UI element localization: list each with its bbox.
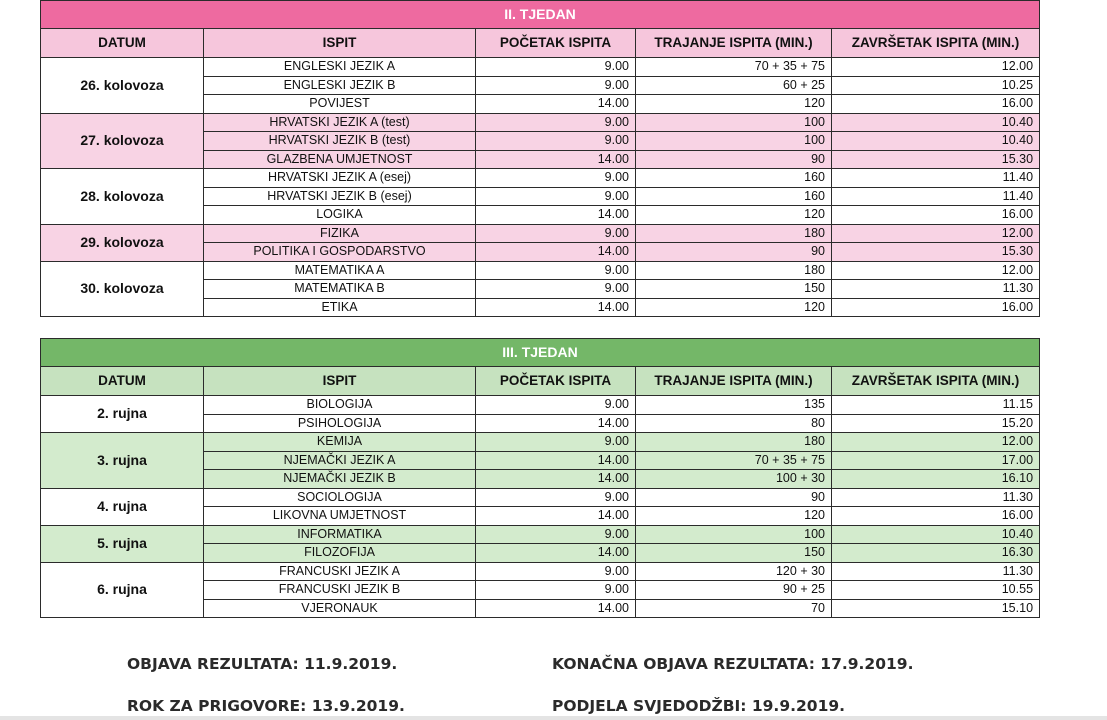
exam-duration: 120 [636,95,832,114]
exam-end: 15.30 [832,243,1040,262]
bottom-scroll-edge [0,716,1107,720]
certificates-distribution: PODJELA SVJEDODŽBI: 19.9.2019. [552,697,846,715]
exam-duration: 70 + 35 + 75 [636,451,832,470]
exam-name: NJEMAČKI JEZIK A [204,451,476,470]
exam-start: 9.00 [476,433,636,452]
table-row [41,525,1040,544]
table-row [41,396,1040,415]
exam-name: GLAZBENA UMJETNOST [204,150,476,169]
exam-name: INFORMATIKA [204,525,476,544]
exam-duration: 100 [636,525,832,544]
exam-date: 2. rujna [41,396,204,433]
exam-name: ENGLESKI JEZIK B [204,76,476,95]
exam-end: 16.00 [832,95,1040,114]
exam-end: 15.10 [832,599,1040,618]
table-row [41,58,1040,77]
exam-duration: 100 + 30 [636,470,832,489]
col-header-end: ZAVRŠETAK ISPITA (MIN.) [832,367,1040,396]
exam-end: 11.30 [832,562,1040,581]
exam-start: 9.00 [476,58,636,77]
exam-end: 16.00 [832,298,1040,317]
exam-date: 6. rujna [41,562,204,618]
exam-start: 14.00 [476,470,636,489]
week-title: II. TJEDAN [41,1,1040,29]
exam-end: 10.25 [832,76,1040,95]
exam-duration: 150 [636,544,832,563]
exam-start: 14.00 [476,150,636,169]
exam-name: HRVATSKI JEZIK A (esej) [204,169,476,188]
exam-duration: 100 [636,132,832,151]
exam-name: ETIKA [204,298,476,317]
exam-end: 17.00 [832,451,1040,470]
exam-end: 12.00 [832,261,1040,280]
exam-duration: 160 [636,169,832,188]
exam-duration: 60 + 25 [636,76,832,95]
exam-name: HRVATSKI JEZIK B (esej) [204,187,476,206]
exam-end: 11.30 [832,280,1040,299]
exam-name: FILOZOFIJA [204,544,476,563]
table-row [41,224,1040,243]
exam-end: 12.00 [832,224,1040,243]
exam-date: 26. kolovoza [41,58,204,114]
week-body [41,396,1040,618]
exam-name: SOCIOLOGIJA [204,488,476,507]
table-row [41,169,1040,188]
exam-name: PSIHOLOGIJA [204,414,476,433]
exam-name: HRVATSKI JEZIK A (test) [204,113,476,132]
exam-name: POVIJEST [204,95,476,114]
exam-name: NJEMAČKI JEZIK B [204,470,476,489]
exam-start: 9.00 [476,76,636,95]
exam-start: 9.00 [476,525,636,544]
exam-duration: 90 [636,150,832,169]
exam-start: 9.00 [476,224,636,243]
exam-start: 14.00 [476,298,636,317]
exam-end: 11.40 [832,187,1040,206]
exam-duration: 100 [636,113,832,132]
exam-start: 14.00 [476,206,636,225]
table-row [41,261,1040,280]
col-header-end: ZAVRŠETAK ISPITA (MIN.) [832,29,1040,58]
exam-start: 9.00 [476,169,636,188]
exam-date: 3. rujna [41,433,204,489]
exam-start: 9.00 [476,488,636,507]
exam-duration: 120 [636,206,832,225]
exam-date: 5. rujna [41,525,204,562]
exam-start: 9.00 [476,132,636,151]
exam-date: 30. kolovoza [41,261,204,317]
exam-date: 29. kolovoza [41,224,204,261]
exam-name: ENGLESKI JEZIK A [204,58,476,77]
exam-duration: 180 [636,433,832,452]
exam-end: 11.15 [832,396,1040,415]
exam-start: 9.00 [476,280,636,299]
col-header-duration: TRAJANJE ISPITA (MIN.) [636,367,832,396]
exam-start: 14.00 [476,599,636,618]
exam-name: FRANCUSKI JEZIK B [204,581,476,600]
exam-end: 11.40 [832,169,1040,188]
exam-duration: 80 [636,414,832,433]
col-header-start: POČETAK ISPITA [476,367,636,396]
table-row [41,113,1040,132]
week-2-table [40,0,1040,317]
exam-name: FRANCUSKI JEZIK A [204,562,476,581]
exam-duration: 70 [636,599,832,618]
exam-duration: 160 [636,187,832,206]
exam-start: 9.00 [476,562,636,581]
exam-name: POLITIKA I GOSPODARSTVO [204,243,476,262]
exam-date: 27. kolovoza [41,113,204,169]
exam-duration: 135 [636,396,832,415]
exam-name: HRVATSKI JEZIK B (test) [204,132,476,151]
exam-start: 9.00 [476,581,636,600]
exam-start: 14.00 [476,414,636,433]
table-row [41,488,1040,507]
exam-date: 4. rujna [41,488,204,525]
exam-duration: 90 + 25 [636,581,832,600]
exam-duration: 180 [636,261,832,280]
table-row [41,433,1040,452]
exam-end: 15.20 [832,414,1040,433]
exam-name: LOGIKA [204,206,476,225]
exam-end: 16.00 [832,206,1040,225]
exam-end: 16.30 [832,544,1040,563]
col-header-date: DATUM [41,367,204,396]
exam-duration: 90 [636,243,832,262]
week-3-table [40,338,1040,618]
exam-end: 15.30 [832,150,1040,169]
exam-date: 28. kolovoza [41,169,204,225]
col-header-exam: ISPIT [204,367,476,396]
exam-end: 12.00 [832,58,1040,77]
week-title: III. TJEDAN [41,339,1040,367]
exam-duration: 120 + 30 [636,562,832,581]
exam-name: MATEMATIKA B [204,280,476,299]
final-results-announcement: KONAČNA OBJAVA REZULTATA: 17.9.2019. [552,655,914,673]
exam-name: KEMIJA [204,433,476,452]
exam-end: 10.40 [832,525,1040,544]
col-header-duration: TRAJANJE ISPITA (MIN.) [636,29,832,58]
exam-duration: 70 + 35 + 75 [636,58,832,77]
exam-name: BIOLOGIJA [204,396,476,415]
exam-end: 10.40 [832,132,1040,151]
exam-start: 14.00 [476,243,636,262]
objections-deadline: ROK ZA PRIGOVORE: 13.9.2019. [127,697,405,715]
exam-end: 12.00 [832,433,1040,452]
exam-end: 10.40 [832,113,1040,132]
exam-start: 9.00 [476,187,636,206]
exam-end: 16.10 [832,470,1040,489]
exam-duration: 120 [636,507,832,526]
exam-name: LIKOVNA UMJETNOST [204,507,476,526]
exam-start: 14.00 [476,95,636,114]
exam-end: 16.00 [832,507,1040,526]
exam-name: FIZIKA [204,224,476,243]
exam-start: 9.00 [476,113,636,132]
exam-duration: 150 [636,280,832,299]
exam-duration: 120 [636,298,832,317]
exam-start: 14.00 [476,544,636,563]
exam-start: 14.00 [476,507,636,526]
exam-start: 9.00 [476,261,636,280]
results-announcement: OBJAVA REZULTATA: 11.9.2019. [127,655,398,673]
exam-end: 10.55 [832,581,1040,600]
exam-name: MATEMATIKA A [204,261,476,280]
week-body [41,58,1040,317]
col-header-exam: ISPIT [204,29,476,58]
exam-duration: 180 [636,224,832,243]
col-header-start: POČETAK ISPITA [476,29,636,58]
exam-end: 11.30 [832,488,1040,507]
exam-duration: 90 [636,488,832,507]
table-row [41,562,1040,581]
col-header-date: DATUM [41,29,204,58]
exam-start: 14.00 [476,451,636,470]
exam-name: VJERONAUK [204,599,476,618]
exam-start: 9.00 [476,396,636,415]
